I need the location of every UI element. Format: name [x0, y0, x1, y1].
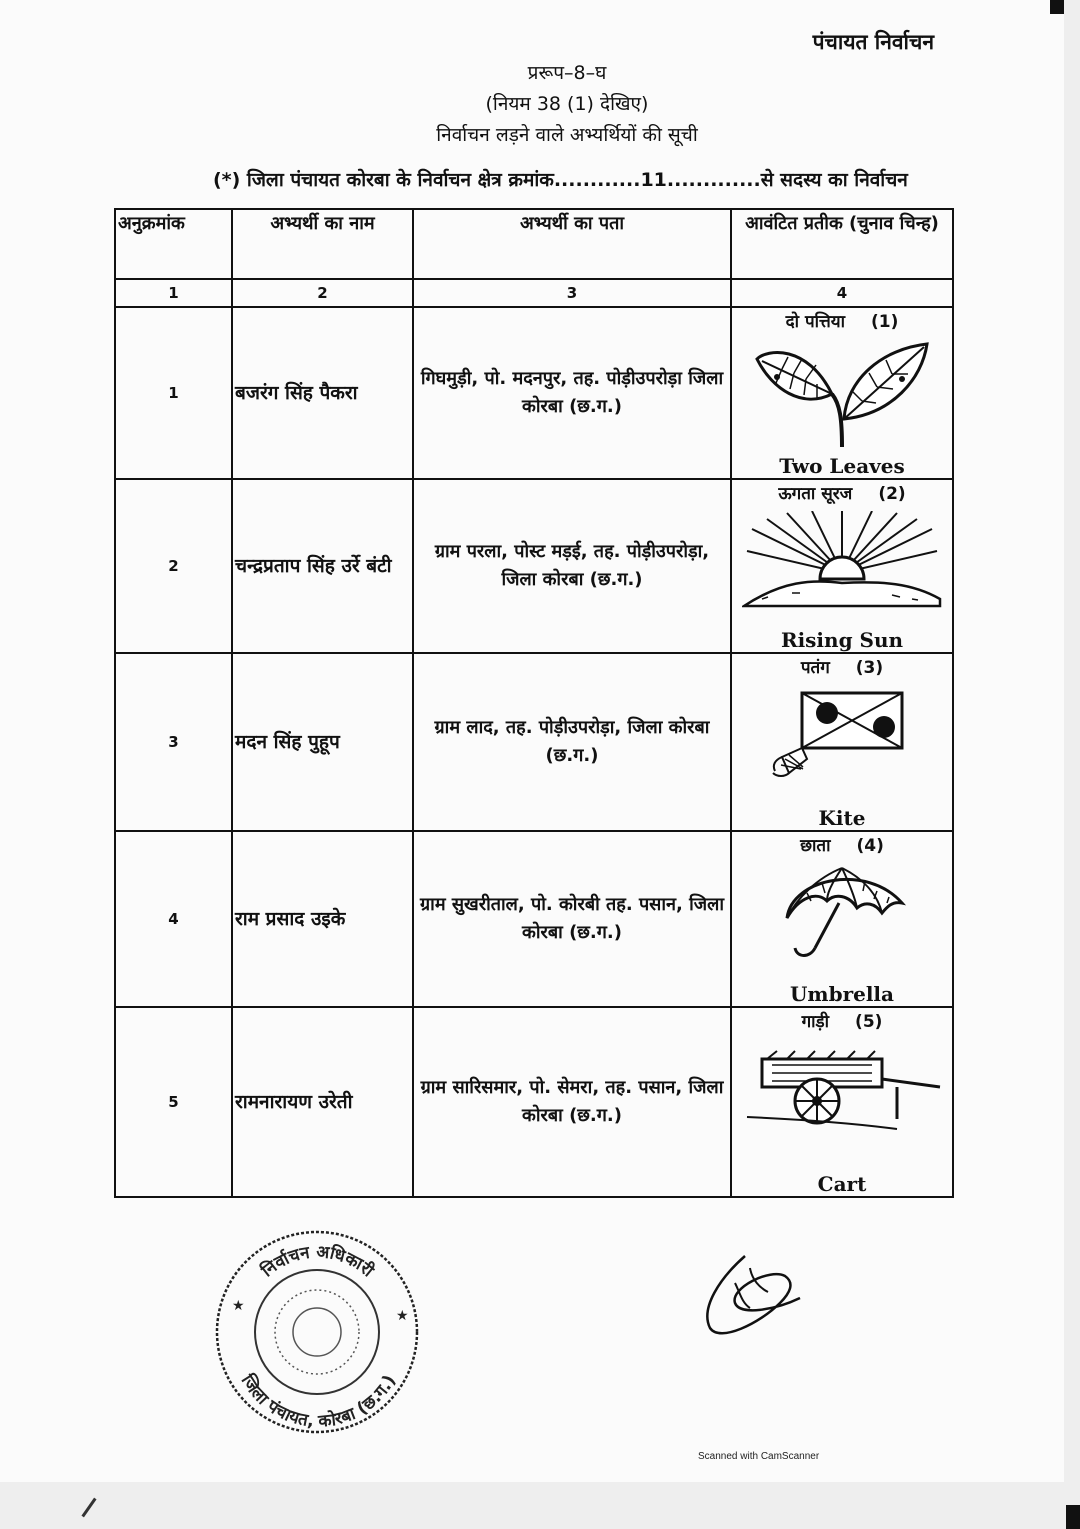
symbol-english-label: Cart — [817, 1172, 867, 1196]
symbol-english-label: Two Leaves — [779, 454, 905, 478]
column-header-name: अभ्यर्थी का नाम — [232, 209, 413, 279]
column-number: 2 — [232, 279, 413, 307]
kite-icon — [767, 685, 917, 780]
candidate-table — [114, 208, 954, 1198]
serial-number: 5 — [115, 1007, 232, 1197]
serial-number: 3 — [115, 653, 232, 831]
symbol-cell — [731, 307, 953, 479]
symbol-hindi-label: छाता (4) — [800, 836, 884, 856]
svg-text:निर्वाचन अधिकारी: निर्वाचन अधिकारी — [257, 1242, 378, 1282]
department-label: पंचायत निर्वाचन — [812, 30, 934, 54]
column-number: 4 — [731, 279, 953, 307]
symbol-cell — [731, 1007, 953, 1197]
column-header-symbol: आवंटित प्रतीक (चुनाव चिन्ह) — [731, 209, 953, 279]
symbol-english-label: Umbrella — [789, 982, 894, 1006]
column-header-serial: अनुक्रमांक — [115, 209, 232, 279]
candidate-name: बजरंग सिंह पैकरा — [232, 307, 413, 479]
cart-icon — [742, 1039, 942, 1134]
symbol-cell — [731, 479, 953, 653]
document-title: निर्वाचन लड़ने वाले अभ्यर्थियों की सूची — [436, 124, 698, 146]
candidate-address: ग्राम सुखरीताल, पो. कोरबी तह. पसान, जिला कोरबा (छ.ग.) — [413, 831, 731, 1007]
symbol-english-label: Kite — [818, 806, 866, 830]
column-number-row — [115, 279, 953, 307]
column-header-address: अभ्यर्थी का पता — [413, 209, 731, 279]
candidate-address: ग्राम परला, पोस्ट मड़ई, तह. पोड़ीउपरोड़ा, जिला कोरबा (छ.ग.) — [413, 479, 731, 653]
column-number: 1 — [115, 279, 232, 307]
symbol-hindi-label: दो पत्तिया (1) — [785, 312, 899, 332]
form-number: प्ररूप–8–घ — [527, 62, 607, 84]
column-number: 3 — [413, 279, 731, 307]
table-row — [115, 831, 953, 1007]
table-row — [115, 479, 953, 653]
table-header-row — [115, 209, 953, 279]
signature — [690, 1248, 810, 1343]
two-leaves-icon — [752, 339, 932, 449]
table-row — [115, 307, 953, 479]
symbol-hindi-label: गाड़ी (5) — [801, 1012, 883, 1032]
table-row — [115, 1007, 953, 1197]
candidate-name: रामनारायण उरेती — [232, 1007, 413, 1197]
candidate-name: राम प्रसाद उइके — [232, 831, 413, 1007]
symbol-cell — [731, 831, 953, 1007]
svg-text:जिला पंचायत, कोरबा (छ.ग.): जिला पंचायत, कोरबा (छ.ग.) — [236, 1371, 401, 1432]
candidate-name: मदन सिंह पुहूप — [232, 653, 413, 831]
constituency-line: (*) जिला पंचायत कोरबा के निर्वाचन क्षेत्र क्रमांक............11.............से सदस्य का निर्वाचन — [213, 169, 908, 191]
symbol-hindi-label: पतंग (3) — [800, 658, 884, 678]
svg-text:★: ★ — [396, 1308, 409, 1324]
candidate-name: चन्द्रप्रताप सिंह उर्रे बंटी — [232, 479, 413, 653]
serial-number: 4 — [115, 831, 232, 1007]
scan-edge-mark — [1050, 0, 1064, 14]
scan-edge-mark — [1066, 1505, 1080, 1529]
serial-number: 2 — [115, 479, 232, 653]
svg-text:★: ★ — [232, 1298, 245, 1314]
candidate-address: ग्राम सारिसमार, पो. सेमरा, तह. पसान, जिला कोरबा (छ.ग.) — [413, 1007, 731, 1197]
candidate-address: ग्राम लाद, तह. पोड़ीउपरोड़ा, जिला कोरबा (छ.ग.) — [413, 653, 731, 831]
official-seal — [210, 1222, 425, 1442]
symbol-english-label: Rising Sun — [780, 628, 904, 652]
scanner-watermark: Scanned with CamScanner — [698, 1451, 820, 1462]
rule-reference: (नियम 38 (1) देखिए) — [485, 93, 649, 115]
rising-sun-icon — [742, 511, 942, 611]
symbol-cell — [731, 653, 953, 831]
umbrella-icon — [777, 863, 907, 963]
serial-number: 1 — [115, 307, 232, 479]
symbol-hindi-label: ऊगता सूरज (2) — [778, 484, 906, 504]
form-heading — [0, 58, 1064, 151]
candidate-address: गिघमुड़ी, पो. मदनपुर, तह. पोड़ीउपरोड़ा जिला कोरबा (छ.ग.) — [413, 307, 731, 479]
table-row — [115, 653, 953, 831]
scan-edge-mark — [81, 1498, 96, 1518]
